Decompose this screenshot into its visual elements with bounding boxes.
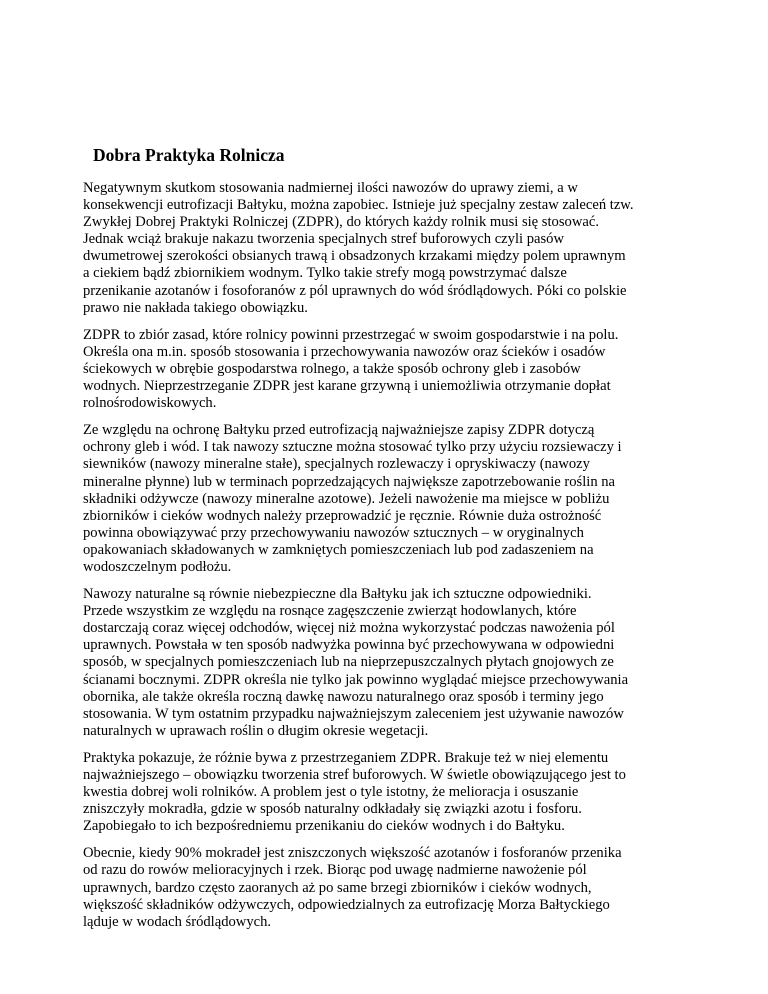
text-line: opakowaniach składowanych w zamkniętych pomieszczeniach lub pod zadaszeniem na [83,541,594,558]
paragraph-6 [83,845,683,930]
text-line: Obecnie, kiedy 90% mokradeł jest zniszczonych większość azotanów i fosforanów przenika [83,845,622,862]
text-line: prawo nie nakłada takiego obowiązku. [83,299,308,316]
text-line: mineralne płynne) lub w terminach poprzedzających największe zapotrzebowanie roślin na [83,473,616,490]
text-line: dwumetrowej szerokości obsianych trawą i obsadzonych krzakami między polem uprawnym [83,248,626,265]
text-line: Zwykłej Dobrej Praktyki Rolniczej (ZDPR), do których każdy rolnik musi się stosować. [83,214,599,231]
text-line: sposób, w specjalnych pomieszczeniach lub na nieprzepuszczalnych płytach gnojowych ze [83,654,614,671]
text-line: wodoszczelnym podłożu. [83,558,232,575]
text-line: Jednak wciąż brakuje nakazu tworzenia specjalnych stref buforowych czyli pasów [83,231,564,248]
text-line: zniszczyły mokradła, gdzie w sposób naturalny odkładały się związki azotu i fosforu. [83,801,582,818]
text-line: uprawnych, bardzo często zaoranych aż po same brzegi zbiorników i cieków wodnych, [83,879,592,896]
text-line: składniki odżywcze (nawozy mineralne azotowe). Jeżeli nawożenie ma miejsce w pobliżu [83,490,610,507]
text-line: Określa ona m.in. sposób stosowania i przechowywania nawozów oraz ścieków i osadów [83,343,606,360]
text-line: Przede wszystkim ze względu na rosnące zagęszczenie zwierząt hodowlanych, które [83,603,577,620]
text-line: większość składników odżywczych, odpowiedzialnych za eutrofizację Morza Bałtyckiego [83,896,610,913]
text-line: rolnośrodowiskowych. [83,395,217,412]
text-line: Praktyka pokazuje, że różnie bywa z przestrzeganiem ZDPR. Brakuje też w niej elementu [83,749,609,766]
text-line: ścianami bocznymi. ZDPR określa nie tylko jak powinno wyglądać miejsce przechowywania [83,671,629,688]
text-line: obornika, ale także określa roczną dawkę nawozu naturalnego oraz sposób i terminy jego [83,688,604,705]
text-line: Zapobiegało to ich bezpośredniemu przenikaniu do cieków wodnych i do Bałtyku. [83,818,565,835]
document-body [83,180,683,941]
text-line: konsekwencji eutrofizacji Bałtyku, można zapobiec. Istnieje już specjalny zestaw zaleceń tzw. [83,197,634,214]
text-line: Nawozy naturalne są równie niebezpieczne dla Bałtyku jak ich sztuczne odpowiedniki. [83,586,592,603]
text-line: siewników (nawozy mineralne stałe), specjalnych rozlewaczy i opryskiwaczy (nawozy [83,456,590,473]
text-line: dostarczają coraz więcej odchodów, więcej niż można wykorzystać podczas nawożenia pól [83,620,615,637]
text-line: naturalnych w uprawach roślin o długim okresie wegetacji. [83,722,429,739]
text-line: ściekowych w obrębie gospodarstwa rolnego, a także sposób ochrony gleb i zasobów [83,360,581,377]
paragraph-3 [83,422,683,576]
paragraph-4 [83,586,683,740]
text-line: ZDPR to zbiór zasad, które rolnicy powinni przestrzegać w swoim gospodarstwie i na polu. [83,326,619,343]
text-line: Negatywnym skutkom stosowania nadmiernej ilości nawozów do uprawy ziemi, a w [83,180,578,196]
text-line: kwestia dobrej woli rolników. A problem jest o tyle istotny, że melioracja i osuszanie [83,784,579,801]
paragraph-1 [83,180,683,317]
document-title: Dobra Praktyka Rolnicza [93,145,285,165]
text-line: od razu do rowów melioracyjnych i rzek. Biorąc pod uwagę nadmierne nawożenie pól [83,862,587,879]
text-line: wodnych. Nieprzestrzeganie ZDPR jest karane grzywną i uniemożliwia otrzymanie dopłat [83,378,611,395]
text-line: zbiorników i cieków wodnych należy przeprowadzić je ręcznie. Równie duża ostrożność [83,507,602,524]
text-line: Ze względu na ochronę Bałtyku przed eutrofizacją najważniejsze zapisy ZDPR dotyczą [83,422,595,439]
text-line: uprawnych. Powstała w ten sposób nadwyżka powinna być przechowywana w odpowiedni [83,637,615,654]
paragraph-2 [83,327,683,412]
text-line: najważniejszego – obowiązku tworzenia stref buforowych. W świetle obowiązującego jest to [83,767,626,783]
text-line: powinna obowiązywać przy przechowywaniu nawozów sztucznych – w oryginalnych [83,524,584,541]
text-line: przenikanie azotanów i fosoforanów z pól uprawnych do wód śródlądowych. Póki co polskie [83,282,627,299]
text-line: a ciekiem bądź zbiornikiem wodnym. Tylko takie strefy mogą powstrzymać dalsze [83,265,567,282]
paragraph-5 [83,750,683,835]
text-line: ochrony gleb i wód. I tak nawozy sztuczne można stosować tylko przy użyciu rozsiewaczy i [83,439,622,456]
text-line: stosowania. W tym ostatnim przypadku najważniejszym zaleceniem jest używanie nawozów [83,705,624,722]
text-line: ląduje w wodach śródlądowych. [83,913,272,930]
